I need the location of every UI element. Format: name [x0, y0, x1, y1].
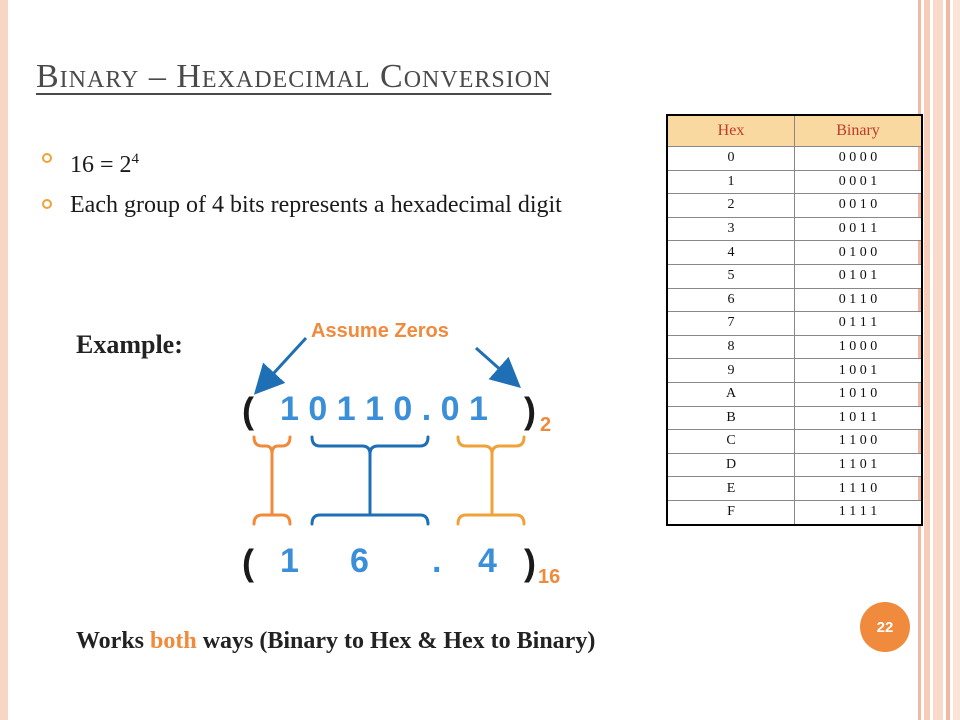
brace-group-orange [254, 437, 290, 524]
hex-cell: 2 [667, 194, 795, 218]
footer-text-end: ways (Binary to Hex & Hex to Binary) [196, 628, 596, 654]
hex-cell: 6 [667, 288, 795, 312]
table-body [667, 147, 922, 525]
hex-cell: 7 [667, 312, 795, 336]
bullet-superscript: 4 [131, 151, 140, 167]
hex-digit: . [432, 542, 442, 580]
binary-cell: 1 0 0 1 [795, 359, 923, 383]
arrow-left [262, 338, 306, 386]
hex-cell: 3 [667, 217, 795, 241]
binary-cell: 1 0 1 1 [795, 406, 923, 430]
hex-digit: 6 [350, 542, 369, 580]
hex-cell: 1 [667, 170, 795, 194]
binary-cell: 1 1 1 0 [795, 477, 923, 501]
hex-cell: C [667, 430, 795, 454]
bullet-text: 16 = 2 [70, 152, 132, 178]
hex-cell: A [667, 382, 795, 406]
table-row [667, 194, 922, 218]
binary-cell: 1 1 1 1 [795, 500, 923, 524]
table-row [667, 264, 922, 288]
footer-text-start: Works [76, 628, 151, 654]
binary-cell: 0 1 1 0 [795, 288, 923, 312]
table-row [667, 500, 922, 524]
binary-cell: 0 0 0 0 [795, 147, 923, 171]
binary-cell: 0 1 1 1 [795, 312, 923, 336]
binary-cell: 1 0 0 0 [795, 335, 923, 359]
close-paren: ) [524, 390, 536, 431]
hex-digit: 4 [478, 542, 497, 580]
hex-cell: 8 [667, 335, 795, 359]
close-paren: ) [524, 542, 536, 583]
binary-base: 2 [540, 414, 552, 436]
hex-digit: 1 [280, 542, 299, 580]
binary-cell: 1 1 0 0 [795, 430, 923, 454]
hex-cell: D [667, 453, 795, 477]
table-row [667, 147, 922, 171]
assume-zeros-label: Assume Zeros [311, 320, 449, 342]
slide-title: Binary – Hexadecimal Conversion [36, 58, 552, 95]
open-paren: ( [242, 390, 254, 431]
binary-cell: 0 1 0 0 [795, 241, 923, 265]
binary-cell: 0 0 1 1 [795, 217, 923, 241]
arrow-right [476, 348, 512, 380]
bullet-text: Each group of 4 bits represents a hexadecimal digit [70, 192, 562, 218]
hex-cell: 4 [667, 241, 795, 265]
binary-cell: 1 0 1 0 [795, 382, 923, 406]
binary-cell: 0 0 1 0 [795, 194, 923, 218]
binary-cell: 1 1 0 1 [795, 453, 923, 477]
hex-cell: 0 [667, 147, 795, 171]
hex-cell: F [667, 500, 795, 524]
table-header-row [667, 115, 922, 147]
table-row [667, 170, 922, 194]
binary-cell: 0 0 0 1 [795, 170, 923, 194]
table-row [667, 241, 922, 265]
table-row [667, 453, 922, 477]
hex-base: 16 [538, 566, 561, 588]
hex-cell: 9 [667, 359, 795, 383]
binary-number: 1 0 1 1 0 . 0 1 [280, 390, 488, 428]
binary-cell: 0 1 0 1 [795, 264, 923, 288]
table-row [667, 430, 922, 454]
brace-group-gold [458, 437, 524, 524]
page-number: 22 [876, 618, 894, 636]
table-row [667, 217, 922, 241]
table-row [667, 477, 922, 501]
page-number-badge [860, 602, 910, 652]
hex-binary-table [666, 114, 923, 526]
footer-highlight: both [150, 628, 197, 654]
table-row [667, 312, 922, 336]
hex-cell: 5 [667, 264, 795, 288]
hex-cell: E [667, 477, 795, 501]
brace-group-blue [312, 437, 428, 524]
table-row [667, 335, 922, 359]
footer-text [76, 624, 816, 658]
table-row [667, 406, 922, 430]
table-row [667, 288, 922, 312]
example-label: Example: [76, 330, 183, 359]
column-header-binary: Binary [795, 115, 923, 147]
table-row [667, 382, 922, 406]
table-row [667, 359, 922, 383]
hex-cell: B [667, 406, 795, 430]
column-header-hex: Hex [667, 115, 795, 147]
open-paren: ( [242, 542, 254, 583]
